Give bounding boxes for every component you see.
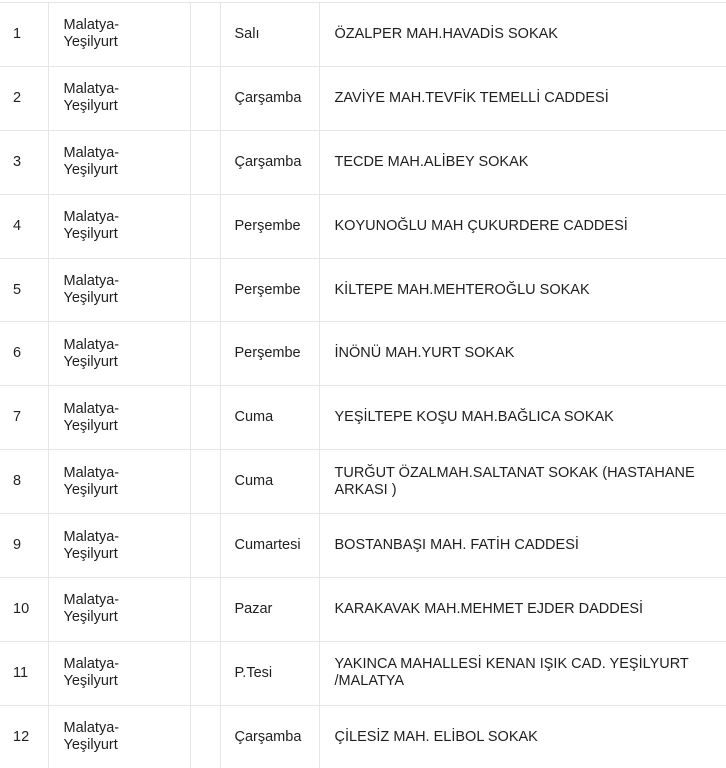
day-cell: Pazar	[220, 578, 319, 642]
address-cell: ZAVİYE MAH.TEVFİK TEMELLİ CADDESİ	[319, 66, 726, 130]
table-row	[0, 641, 726, 705]
table-row	[0, 514, 726, 578]
table-row	[0, 578, 726, 642]
city-line-2: Yeşilyurt	[63, 481, 118, 498]
empty-cell	[190, 322, 220, 386]
day-cell: Salı	[220, 3, 319, 67]
address-cell: ÖZALPER MAH.HAVADİS SOKAK	[319, 3, 726, 67]
city-line-2: Yeşilyurt	[63, 673, 118, 690]
city-line-1: Malatya-	[63, 17, 120, 34]
city-cell	[48, 578, 190, 642]
empty-cell	[190, 3, 220, 67]
city-cell	[48, 130, 190, 194]
city-line-2: Yeşilyurt	[63, 162, 118, 179]
city-line-1: Malatya-	[63, 528, 120, 545]
empty-cell	[190, 450, 220, 514]
row-number: 10	[0, 578, 48, 642]
city-cell	[48, 3, 190, 67]
day-cell: Çarşamba	[220, 705, 319, 768]
table-row	[0, 386, 726, 450]
city-line-2: Yeşilyurt	[63, 226, 118, 243]
table-row	[0, 258, 726, 322]
schedule-table	[0, 2, 726, 768]
city-line-2: Yeşilyurt	[63, 609, 118, 626]
day-cell: Çarşamba	[220, 130, 319, 194]
empty-cell	[190, 514, 220, 578]
city-line-2: Yeşilyurt	[63, 98, 118, 115]
table-row	[0, 194, 726, 258]
city-line-2: Yeşilyurt	[63, 737, 118, 754]
row-number: 3	[0, 130, 48, 194]
city-cell	[48, 450, 190, 514]
row-number: 5	[0, 258, 48, 322]
row-number: 12	[0, 705, 48, 768]
city-line-1: Malatya-	[63, 656, 120, 673]
table-row	[0, 450, 726, 514]
city-cell	[48, 322, 190, 386]
table-row	[0, 130, 726, 194]
row-number: 7	[0, 386, 48, 450]
city-cell	[48, 641, 190, 705]
address-cell: KOYUNOĞLU MAH ÇUKURDERE CADDESİ	[319, 194, 726, 258]
empty-cell	[190, 386, 220, 450]
city-line-2: Yeşilyurt	[63, 545, 118, 562]
city-cell	[48, 514, 190, 578]
day-cell: Perşembe	[220, 258, 319, 322]
row-number: 1	[0, 3, 48, 67]
address-cell: TURĞUT ÖZALMAH.SALTANAT SOKAK (HASTAHANE ARKASI )	[319, 450, 726, 514]
empty-cell	[190, 641, 220, 705]
city-line-2: Yeşilyurt	[63, 417, 118, 434]
address-cell: YEŞİLTEPE KOŞU MAH.BAĞLICA SOKAK	[319, 386, 726, 450]
city-line-1: Malatya-	[63, 592, 120, 609]
city-line-1: Malatya-	[63, 336, 120, 353]
city-line-2: Yeşilyurt	[63, 290, 118, 306]
city-line-1: Malatya-	[63, 720, 120, 737]
empty-cell	[190, 258, 220, 322]
city-line-1: Malatya-	[63, 400, 120, 417]
address-cell: YAKINCA MAHALLESİ KENAN IŞIK CAD. YEŞİLYURT /MALATYA	[319, 641, 726, 705]
city-cell	[48, 705, 190, 768]
table-row	[0, 66, 726, 130]
address-cell: KİLTEPE MAH.MEHTEROĞLU SOKAK	[319, 258, 726, 322]
table-row	[0, 3, 726, 67]
row-number: 9	[0, 514, 48, 578]
empty-cell	[190, 130, 220, 194]
row-number: 11	[0, 641, 48, 705]
empty-cell	[190, 705, 220, 768]
address-cell: TECDE MAH.ALİBEY SOKAK	[319, 130, 726, 194]
address-cell: ÇİLESİZ MAH. ELİBOL SOKAK	[319, 705, 726, 768]
city-cell	[48, 258, 190, 322]
empty-cell	[190, 66, 220, 130]
table-row	[0, 705, 726, 768]
city-line-1: Malatya-	[63, 464, 120, 481]
table-row	[0, 322, 726, 386]
city-line-1: Malatya-	[63, 81, 120, 98]
address-cell: KARAKAVAK MAH.MEHMET EJDER DADDESİ	[319, 578, 726, 642]
table-body	[0, 3, 726, 768]
row-number: 8	[0, 450, 48, 514]
address-cell: BOSTANBAŞI MAH. FATİH CADDESİ	[319, 514, 726, 578]
empty-cell	[190, 194, 220, 258]
address-cell: İNÖNÜ MAH.YURT SOKAK	[319, 322, 726, 386]
city-line-1: Malatya-	[63, 209, 120, 226]
day-cell: Cuma	[220, 450, 319, 514]
city-cell	[48, 386, 190, 450]
day-cell: Cuma	[220, 386, 319, 450]
city-line-2: Yeşilyurt	[63, 34, 118, 51]
row-number: 2	[0, 66, 48, 130]
day-cell: Perşembe	[220, 194, 319, 258]
city-cell	[48, 194, 190, 258]
row-number: 6	[0, 322, 48, 386]
city-cell	[48, 66, 190, 130]
row-number: 4	[0, 194, 48, 258]
city-line-2: Yeşilyurt	[63, 353, 118, 370]
day-cell: Perşembe	[220, 322, 319, 386]
empty-cell	[190, 578, 220, 642]
day-cell: Cumartesi	[220, 514, 319, 578]
day-cell: Çarşamba	[220, 66, 319, 130]
day-cell: P.Tesi	[220, 641, 319, 705]
city-line-1: Malatya-	[63, 273, 120, 289]
city-line-1: Malatya-	[63, 145, 120, 162]
